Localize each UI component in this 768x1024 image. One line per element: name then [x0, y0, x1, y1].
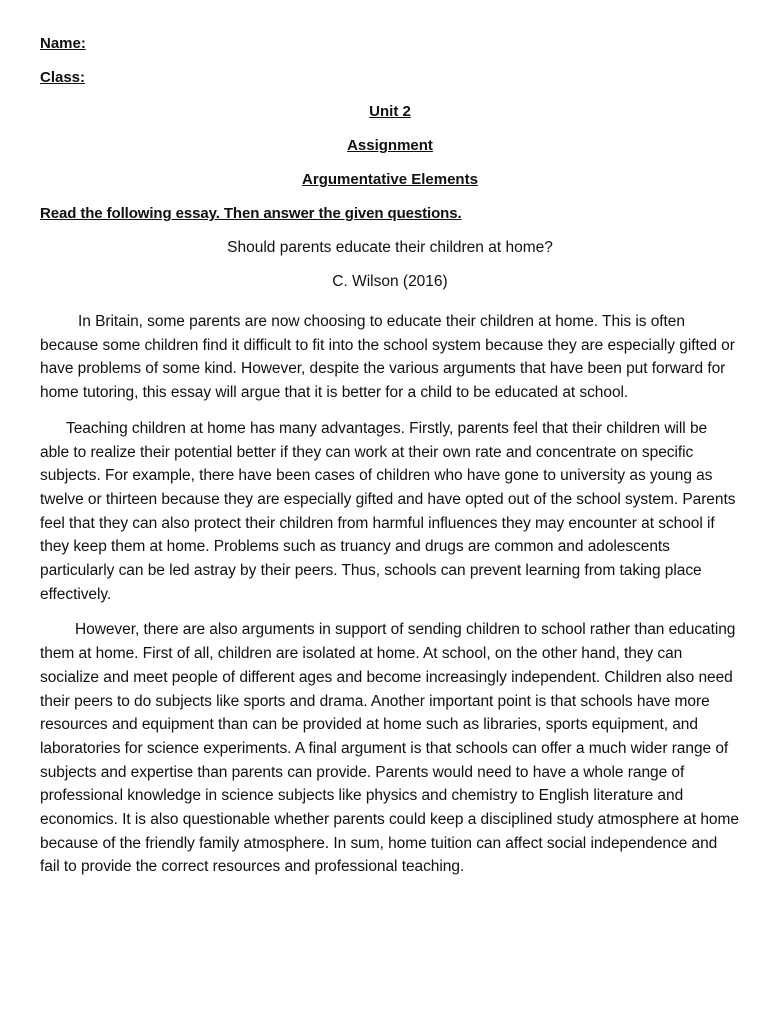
class-label: Class:	[40, 69, 86, 86]
essay-paragraph-3: However, there are also arguments in support of sending children to school rather than educating them at home. First of all, children are isolated at home. At school, on the other hand, they can socialize and meet people of different ages and become increasingly independent. Children also need their peers to do subjects like sports and drama. Another important point is that schools have more resources and equipment than can be provided at home such as libraries, sports equipment, and laboratories for science experiments. A final argument is that schools can offer a much wider range of subjects and expertise than parents can provide. Parents would need to have a whole range of professional knowledge in science subjects like physics and chemistry to English literature and economics. It is also questionable whether parents could keep a disciplined study atmosphere at home because of the friendly family atmosphere. In sum, home tuition can affect social independence and fail to provide the correct resources and professional teaching.	[40, 621, 739, 876]
essay-author: C. Wilson (2016)	[332, 273, 448, 290]
essay-title: Should parents educate their children at home?	[227, 239, 553, 256]
name-label: Name:	[40, 35, 86, 52]
assignment-heading: Assignment	[347, 137, 433, 154]
unit-heading: Unit 2	[369, 103, 411, 120]
topic-heading: Argumentative Elements	[302, 171, 478, 188]
document-page	[40, 34, 740, 891]
essay-paragraph-1: In Britain, some parents are now choosing to educate their children at home. This is often because some children find it difficult to fit into the school system because they are especially gifted or have problems of some kind. However, despite the various arguments that have been put forward for home tutoring, this essay will argue that it is better for a child to be educated at school.	[40, 313, 735, 402]
instruction-text: Read the following essay. Then answer the given questions.	[40, 205, 462, 222]
essay-paragraph-2: Teaching children at home has many advantages. Firstly, parents feel that their children will be able to realize their potential better if they can work at their own rate and concentrate on specific subjects. For example, there have been cases of children who have gone to university as young as twelve or thirteen because they are especially gifted and have opted out of the school system. Parents feel that they can also protect their children from harmful influences they may encounter at school if they keep them at home. Problems such as truancy and drugs are common and adolescents particularly can be led astray by their peers. Thus, schools can prevent learning from taking place effectively.	[40, 419, 736, 603]
